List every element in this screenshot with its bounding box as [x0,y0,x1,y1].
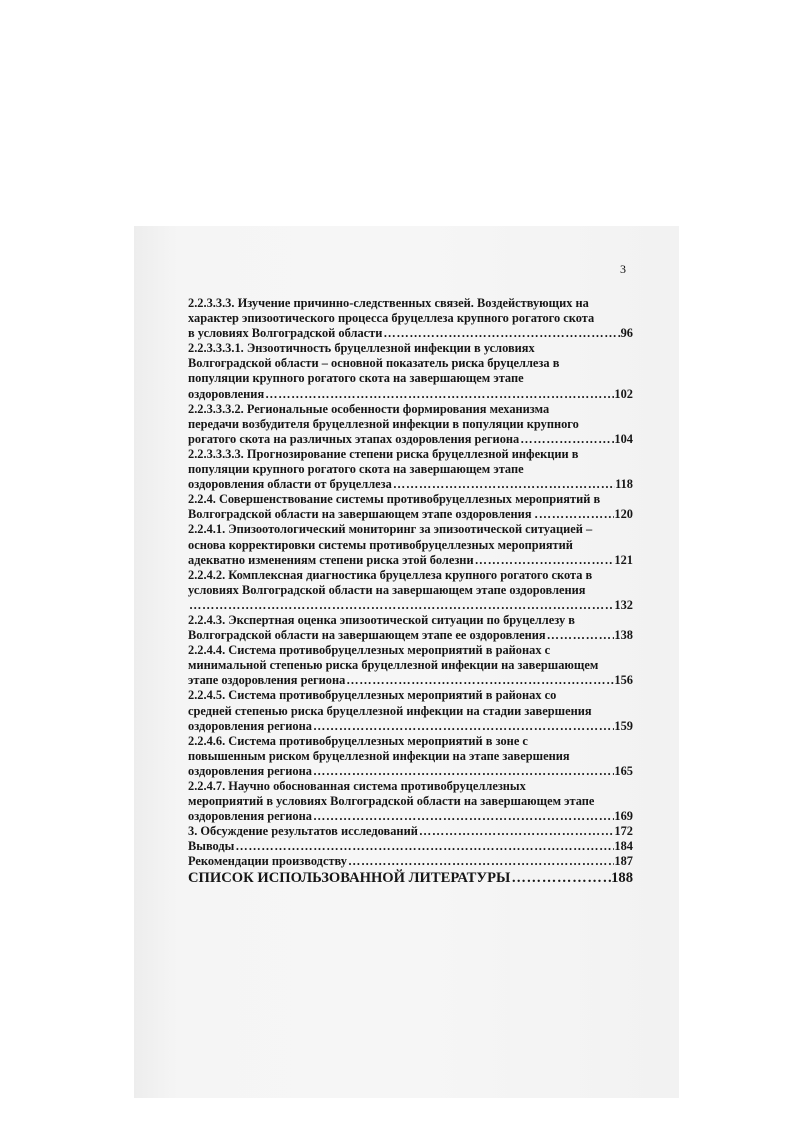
toc-entry-line: основа корректировки системы противобруцеллезных мероприятий [188,537,573,552]
dot-leader [312,719,614,734]
toc-entry-line: 2.2.4.3. Экспертная оценка эпизоотической ситуации по бруцеллезу в [188,612,575,627]
dot-leader [392,477,615,492]
toc-entry-title: адекватно изменениям степени риска этой болезни [188,552,474,567]
toc-entry-line: популяции крупного рогатого скота на завершающем этапе [188,462,524,477]
toc-entry-title: рогатого скота на различных этапах оздоровления региона [188,431,520,446]
toc-entry-line: 2.2.4.7. Научно обоснованная система противобруцеллезных [188,779,526,793]
toc-entry [188,643,633,688]
toc-entry-page-number: 121 [614,552,633,567]
toc-entry [188,824,633,839]
toc-entry-line: 2.2.3.3.3.3. Прогнозирование степени риска бруцеллезной инфекции в [188,446,579,461]
toc-entry [188,568,633,613]
dot-leader [538,507,615,522]
toc-entry-page-number: 159 [614,718,633,733]
toc-entry-leader-line [188,719,633,734]
toc-entry-line: передачи возбудителя бруцеллезной инфекции в популяции крупного [188,416,579,431]
toc-entry-line: средней степенью риска бруцеллезной инфекции на стадии завершения [188,703,592,718]
toc-entry-leader-line [188,553,633,568]
toc-entry-title: оздоровления региона [188,718,312,733]
toc-entry-leader-line [188,326,633,341]
toc-entry-title: оздоровления региона [188,763,312,778]
toc-entry [188,613,633,643]
toc-entry-page-number: 165 [614,763,633,778]
toc-entry [188,522,633,567]
dot-leader [546,628,615,643]
toc-entry-leader-line [188,598,633,613]
toc-entry-page-number: 184 [614,839,633,854]
toc-entry [188,341,633,401]
dot-leader [474,553,615,568]
toc-entry-page-number: 187 [614,854,633,869]
toc-entry-line: 2.2.4. Совершенствование системы противобруцеллезных мероприятий в [188,492,601,507]
toc-entry [188,839,633,854]
toc-entry [188,779,633,824]
toc-entry [188,854,633,869]
toc-entry-leader-line [188,809,633,824]
toc-entry [188,870,633,887]
page-number: 3 [620,262,626,276]
toc-entry-page-number: 96 [620,326,633,341]
toc-entry-leader-line [188,507,633,522]
toc-entry-leader-line [188,673,633,688]
toc-entry-leader-line [188,432,633,447]
toc-entry-line: минимальной степенью риска бруцеллезной инфекции на завершающем [188,658,599,673]
toc-entry [188,492,633,522]
toc-entry-line: популяции крупного рогатого скота на завершающем этапе [188,371,524,386]
toc-entry-page-number: 188 [611,869,633,886]
toc-entry-line: 2.2.3.3.3.1. Энзоотичность бруцеллезной инфекции в условиях [188,341,535,356]
toc-entry-line: 2.2.3.3.3.2. Региональные особенности формирования механизма [188,401,550,416]
toc-entry-title: в условиях Волгоградской области [188,326,383,341]
toc-entry-title: Рекомендации производству [188,854,348,869]
toc-entry-title: Выводы [188,839,235,854]
dot-leader [382,326,620,341]
toc-entry-title: этапе оздоровления региона [188,673,346,688]
toc-entry-page-number: 132 [614,597,633,612]
toc-entry-leader-line [188,839,633,854]
toc-entry-line: 2.2.4.1. Эпизоотологический мониторинг за эпизоотической ситуацией – [188,522,593,537]
toc-entry-line: 2.2.4.5. Система противобруцеллезных мероприятий в районах со [188,688,557,703]
toc-entry-line: 2.2.4.2. Комплексная диагностика бруцеллеза крупного рогатого скота в [188,567,593,582]
toc-entry-title: оздоровления региона [188,809,312,824]
toc-entry [188,447,633,492]
toc-entry-leader-line [188,764,633,779]
toc-entry [188,296,633,341]
toc-entry-leader-line [188,628,633,643]
toc-entry-page-number: 104 [614,431,633,446]
toc-entry-leader-line [188,870,633,887]
dot-leader [519,432,614,447]
table-of-contents [188,296,633,887]
toc-entry-page-number: 169 [614,809,633,824]
toc-entry-line: характер эпизоотического процесса бруцеллеза крупного рогатого скота [188,311,595,326]
toc-entry-page-number: 118 [615,477,633,492]
dot-leader [234,839,614,854]
toc-entry [188,402,633,447]
toc-entry-title: Волгоградской области на завершающем этапе оздоровления . [188,507,538,522]
toc-entry-page-number: 102 [614,386,633,401]
toc-entry-leader-line [188,824,633,839]
dot-leader [312,764,614,779]
dot-leader [188,598,614,613]
toc-entry-line: 2.2.4.4. Система противобруцеллезных мероприятий в районах с [188,643,551,658]
dot-leader [418,824,615,839]
toc-entry-leader-line [188,477,633,492]
toc-entry-line: условиях Волгоградской области на завершающем этапе оздоровления [188,582,586,597]
toc-entry-leader-line [188,387,633,402]
toc-entry-line: повышенным риском бруцеллезной инфекции на этапе завершения [188,748,570,763]
toc-entry [188,734,633,779]
toc-entry-line: Волгоградской области – основной показатель риска бруцеллеза в [188,356,560,371]
toc-entry-line: 2.2.4.6. Система противобруцеллезных мероприятий в зоне с [188,733,528,748]
toc-entry-leader-line [188,854,633,869]
toc-entry-line: мероприятий в условиях Волгоградской области на завершающем этапе [188,794,595,809]
dot-leader [264,387,614,402]
toc-entry-page-number: 138 [614,628,633,643]
toc-entry [188,688,633,733]
dot-leader [347,854,614,869]
toc-entry-line: 2.2.3.3.3. Изучение причинно-следственных связей. Воздействующих на [188,296,589,310]
dot-leader [510,870,611,887]
toc-entry-title: оздоровления [188,386,265,401]
dot-leader [312,809,614,824]
toc-entry-page-number: 120 [614,507,633,522]
toc-entry-page-number: 156 [614,673,633,688]
toc-entry-title: СПИСОК ИСПОЛЬЗОВАННОЙ ЛИТЕРАТУРЫ [188,869,511,886]
toc-entry-title: оздоровления области от бруцеллеза [188,477,392,492]
toc-entry-title: 3. Обсуждение результатов исследований [188,824,418,839]
toc-entry-page-number: 172 [614,824,633,839]
dot-leader [345,673,614,688]
toc-entry-title: Волгоградской области на завершающем этапе ее оздоровления [188,628,546,643]
